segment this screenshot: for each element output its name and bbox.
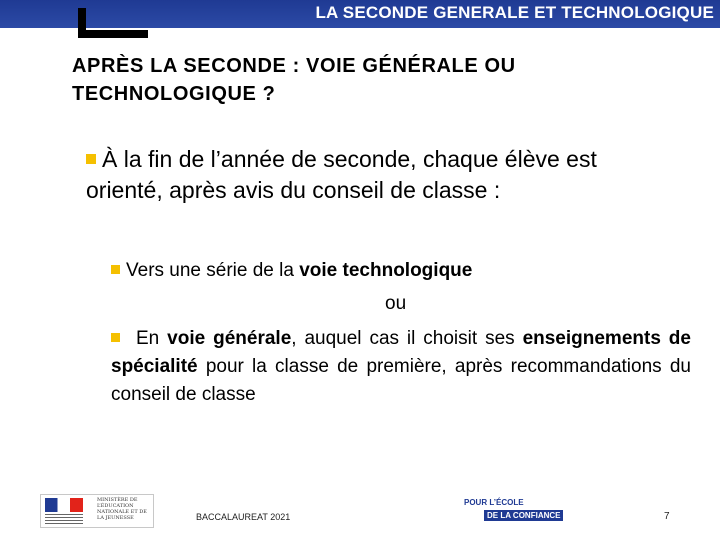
ecole-line1: POUR L’ÉCOLE [464,498,524,507]
sub2-bold2: enseignements de spécialité [111,328,691,377]
section-title: LA SECONDE GENERALE ET TECHNOLOGIQUE [315,3,714,22]
ecole-confiance-logo [462,496,561,524]
footer-label: BACCALAUREAT 2021 [196,512,291,522]
ou-connector: ou [385,293,407,314]
sub1-prefix: Vers une série de la [126,260,300,281]
header-band [0,0,720,28]
page-number: 7 [664,511,670,522]
sub2-mid: , auquel cas il choisit ses [291,328,523,349]
bullet-square-icon [86,154,96,164]
ministry-text: MINISTÈRE DE L’ÉDUCATION NATIONALE ET DE LA JEUNESSE [97,497,147,521]
corner-bracket-decoration [78,8,104,38]
slide-title-line2: TECHNOLOGIQUE ? [72,83,276,105]
bullet-square-icon [111,265,120,274]
marianne-icon [45,514,83,524]
sub2-bold1: voie générale [167,328,292,349]
main-bullet-line2: orienté, après avis du conseil de classe : [86,177,501,203]
sub-bullet-technologique [111,257,711,285]
sub2-suffix: pour la classe de première, après recommandations du conseil de classe [111,356,691,405]
main-bullet [86,144,706,206]
sub1-bold: voie technologique [299,260,473,281]
french-flag-icon [45,498,83,512]
bullet-square-icon [111,333,120,342]
sub2-prefix: En [136,328,168,349]
main-bullet-line1: À la fin de l’année de seconde, chaque élève est [102,146,597,172]
ministry-logo [40,494,154,528]
ecole-line2: DE LA CONFIANCE [484,510,563,521]
sub-bullet-generale [111,325,691,409]
slide-title [72,52,692,108]
slide-title-line1: APRÈS LA SECONDE : VOIE GÉNÉRALE OU [72,55,516,77]
